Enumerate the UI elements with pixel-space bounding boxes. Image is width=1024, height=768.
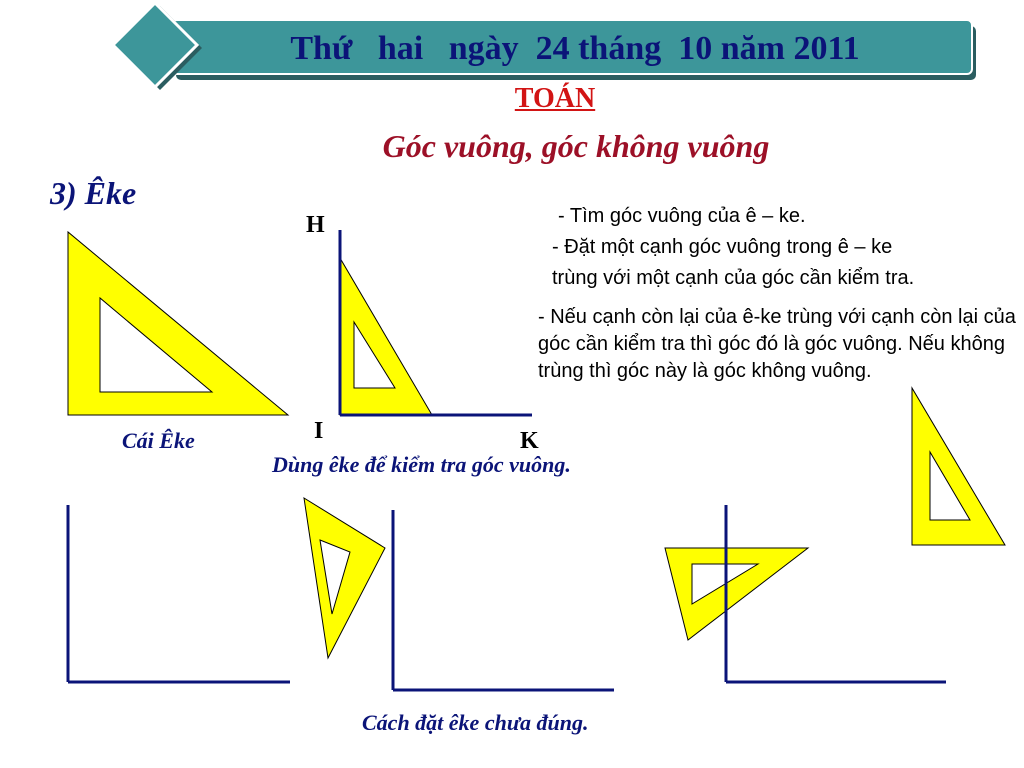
date-title: Thứ hai ngày 24 tháng 10 năm 2011 [290,30,860,67]
caption-check-right-angle: Dùng êke để kiểm tra góc vuông. [272,452,571,477]
point-label-i: I [314,418,324,444]
rule-note: - Nếu cạnh còn lại của ê-ke trùng với cạnh còn lại của góc cần kiểm tra thì góc đó là góc vuông. Nếu không trùng thì góc này là góc không vuông. [538,306,1016,382]
section-title: 3) Êke [50,175,137,211]
angle-bottom-1 [68,505,290,682]
instruction-line-1: - Tìm góc vuông của ê – ke. [558,205,806,227]
caption-wrong-placement: Cách đặt êke chưa đúng. [362,710,589,735]
point-label-k: K [520,428,539,454]
lesson-title: Góc vuông, góc không vuông [382,128,770,164]
angle-bottom-2 [393,510,614,690]
set-square-large [68,232,288,415]
subject-title: TOÁN [514,83,596,114]
instruction-line-3: trùng với một cạnh của góc cần kiểm tra. [552,267,915,289]
instruction-line-2: - Đặt một cạnh góc vuông trong ê – ke [552,236,893,258]
set-square-tilted [304,498,385,658]
set-square-right [912,388,1005,545]
caption-set-square: Cái Êke [122,428,195,453]
angle-hik [340,230,532,415]
point-label-h: H [306,212,325,238]
angle-bottom-3 [665,505,946,682]
set-square-misplaced [665,548,808,640]
